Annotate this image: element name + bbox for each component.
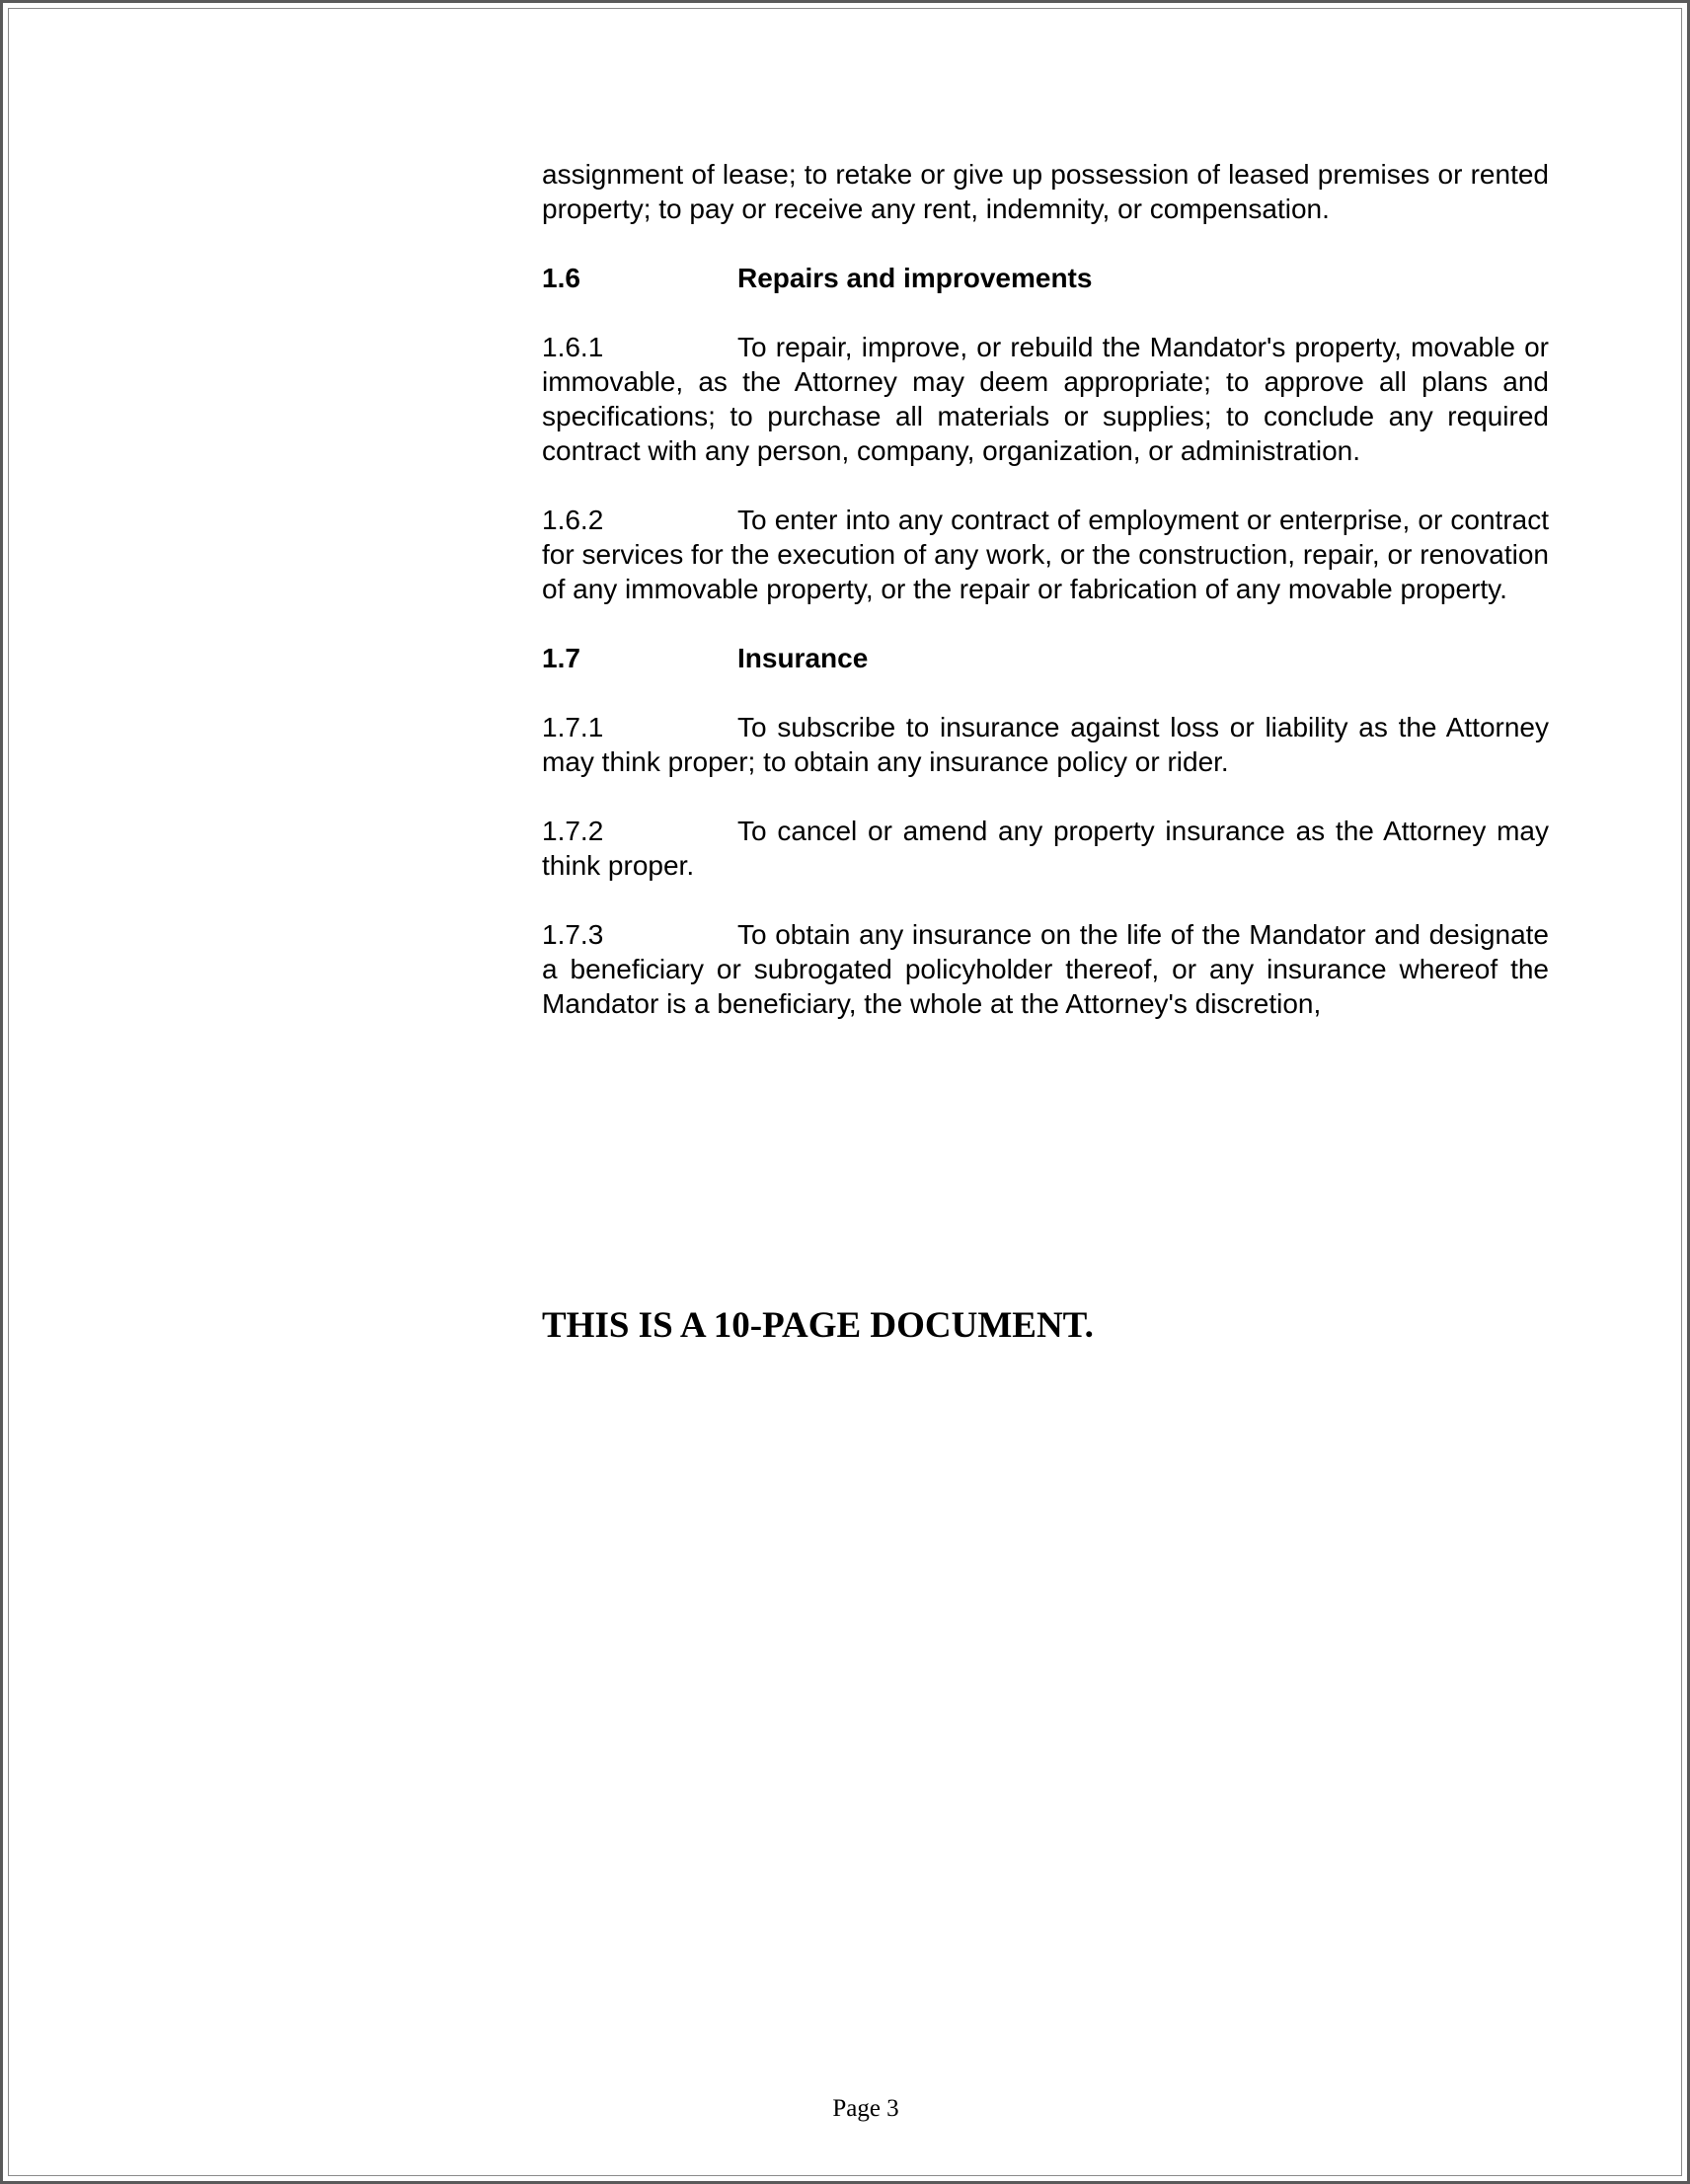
clause-text: To obtain any insurance on the life of the Mandator and designate a beneficiary or subrogated policyholder thereof, or any insurance whereof the Mandator is a beneficiary, the whole at the Attorney's discretion, (542, 919, 1549, 1019)
section-number: 1.6 (542, 263, 580, 293)
section-title: Insurance (737, 643, 869, 673)
document-body (542, 157, 1549, 1055)
clause-1-7-2 (542, 814, 1549, 883)
clause-1-6-1 (542, 330, 1549, 468)
clause-number: 1.7.2 (542, 816, 604, 846)
section-title: Repairs and improvements (737, 263, 1093, 293)
intro-paragraph: assignment of lease; to retake or give up possession of leased premises or rented property; to pay or receive any rent, indemnity, or compensation. (542, 159, 1549, 224)
clause-text: To enter into any contract of employment or enterprise, or contract for services for the execution of any work, or the construction, repair, or renovation of any immovable property, or the repair or fabrication of any movable property. (542, 505, 1549, 604)
page-number: Page 3 (832, 2095, 899, 2122)
clause-text: To repair, improve, or rebuild the Mandator's property, movable or immovable, as the Attorney may deem appropriate; to approve all plans and specifications; to purchase all materials or supplies; to conclude any required contract with any person, company, organization, or administration. (542, 332, 1549, 466)
clause-text: To subscribe to insurance against loss or liability as the Attorney may think proper; to obtain any insurance policy or rider. (542, 712, 1549, 777)
clause-1-7-3 (542, 917, 1549, 1021)
clause-number: 1.6.2 (542, 505, 604, 535)
clause-number: 1.6.1 (542, 332, 604, 362)
section-insurance (542, 641, 1549, 1021)
section-heading (542, 261, 1549, 295)
section-number: 1.7 (542, 643, 580, 673)
clause-number: 1.7.3 (542, 919, 604, 950)
section-heading (542, 641, 1549, 675)
clause-number: 1.7.1 (542, 712, 604, 742)
document-length-notice: THIS IS A 10-PAGE DOCUMENT. (542, 1305, 1094, 1346)
clause-text: To cancel or amend any property insurance as the Attorney may think proper. (542, 816, 1549, 881)
clause-1-7-1 (542, 710, 1549, 779)
clause-1-6-2 (542, 503, 1549, 606)
section-repairs (542, 261, 1549, 606)
